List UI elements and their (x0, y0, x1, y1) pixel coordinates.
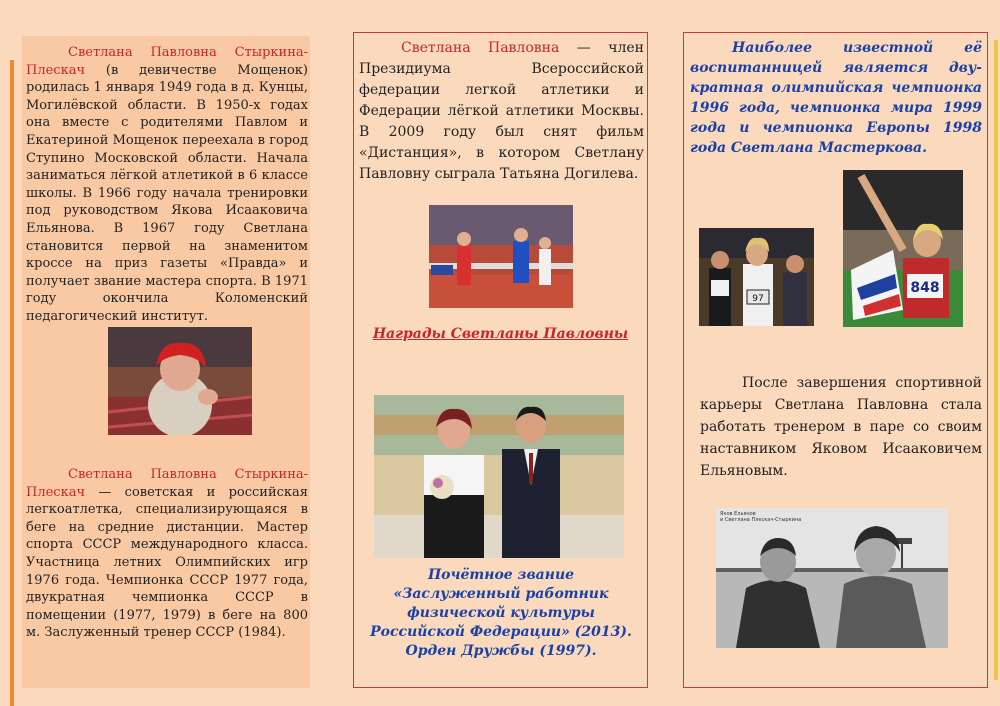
federation-name: Светлана Павловна (401, 40, 560, 56)
federation-text: — член Президиума Всероссийской федерации легкой атлетики и Федерации лёгкой атлетики Москвы. В 2009 году был снят фильм «Дистанция», в котором Светлану Павловну сыграла Татьяна Догилева. (359, 40, 645, 182)
photo-coaches-bw (716, 508, 948, 648)
photo-caption-line-1: Яков Ельянов (720, 511, 756, 517)
awards-heading: Награды Светланы Павловны (372, 326, 629, 342)
left-accent-stripe (10, 60, 14, 706)
bib-number-848: 848 (910, 280, 940, 296)
photo-caption-line-2: и Светлана Плескач-Стыркина (720, 517, 802, 523)
federation-paragraph (359, 38, 644, 185)
bib-number-97: 97 (752, 294, 764, 304)
photo-portrait-red-hair (108, 327, 252, 435)
awards-text: Почётное звание «Заслуженный работник физической культуры Российской Федерации» (2013). Орден Дружбы (1997). (370, 567, 632, 659)
biography-text: (в девичестве Мощенок) родилась 1 января 1949 года в д. Кунцы, Могилёвской области. В 1950-х годах она вместе с родителями Павлом и Екатериной Мощенок переехала в город Ступино Московской области. Начала заниматься лёгкой атлетикой в 6 классе школы. В 1966 году начала тренировки под руководством Якова Исааковича Ельянова. В 1967 году Светлана становится первой на знаменитом кроссе на приз газеты «Правда» и получает звание мастера спорта. В 1971 году окончила Коломенский педагогический институт. (26, 62, 309, 324)
photo-race (429, 205, 573, 308)
summary-name: Светлана Павловна Стыркина-Плескач (26, 467, 308, 500)
summary-text: — советская и российская легкоатлетка, специализирующаяся в беге на средние дистанции. Мастер спорта СССР международного класса. Участница летних Олимпийских игр 1976 года. Чемпионка СССР 1977 года, двукратная чемпионка СССР в помещении (1977, 1979) в беге на 800 м. Заслуженный тренер СССР (1984). (26, 484, 308, 641)
summary-paragraph (26, 466, 308, 642)
biography-paragraph (26, 44, 308, 326)
coach-paragraph: После завершения спортивной карьеры Светлана Павловна стала работать тренером в паре со своим наставником Яковом Исааковичем Ельяновым. (700, 375, 982, 479)
photo-award-ceremony (374, 395, 624, 558)
photo-celebration (843, 170, 963, 327)
right-accent-stripe (994, 40, 998, 680)
photo-caption-label (720, 511, 801, 523)
famous-student-paragraph: Наиболее известной её воспитанницей является дву-кратная олимпийская чемпионка 1996 года, чемпионка мира 1999 года и чемпионка Европы 1998 года Светлана Мастеркова. (690, 40, 982, 156)
biography-name: Светлана Павловна Стыркина-Плескач (26, 45, 308, 78)
photo-runners (699, 228, 814, 326)
